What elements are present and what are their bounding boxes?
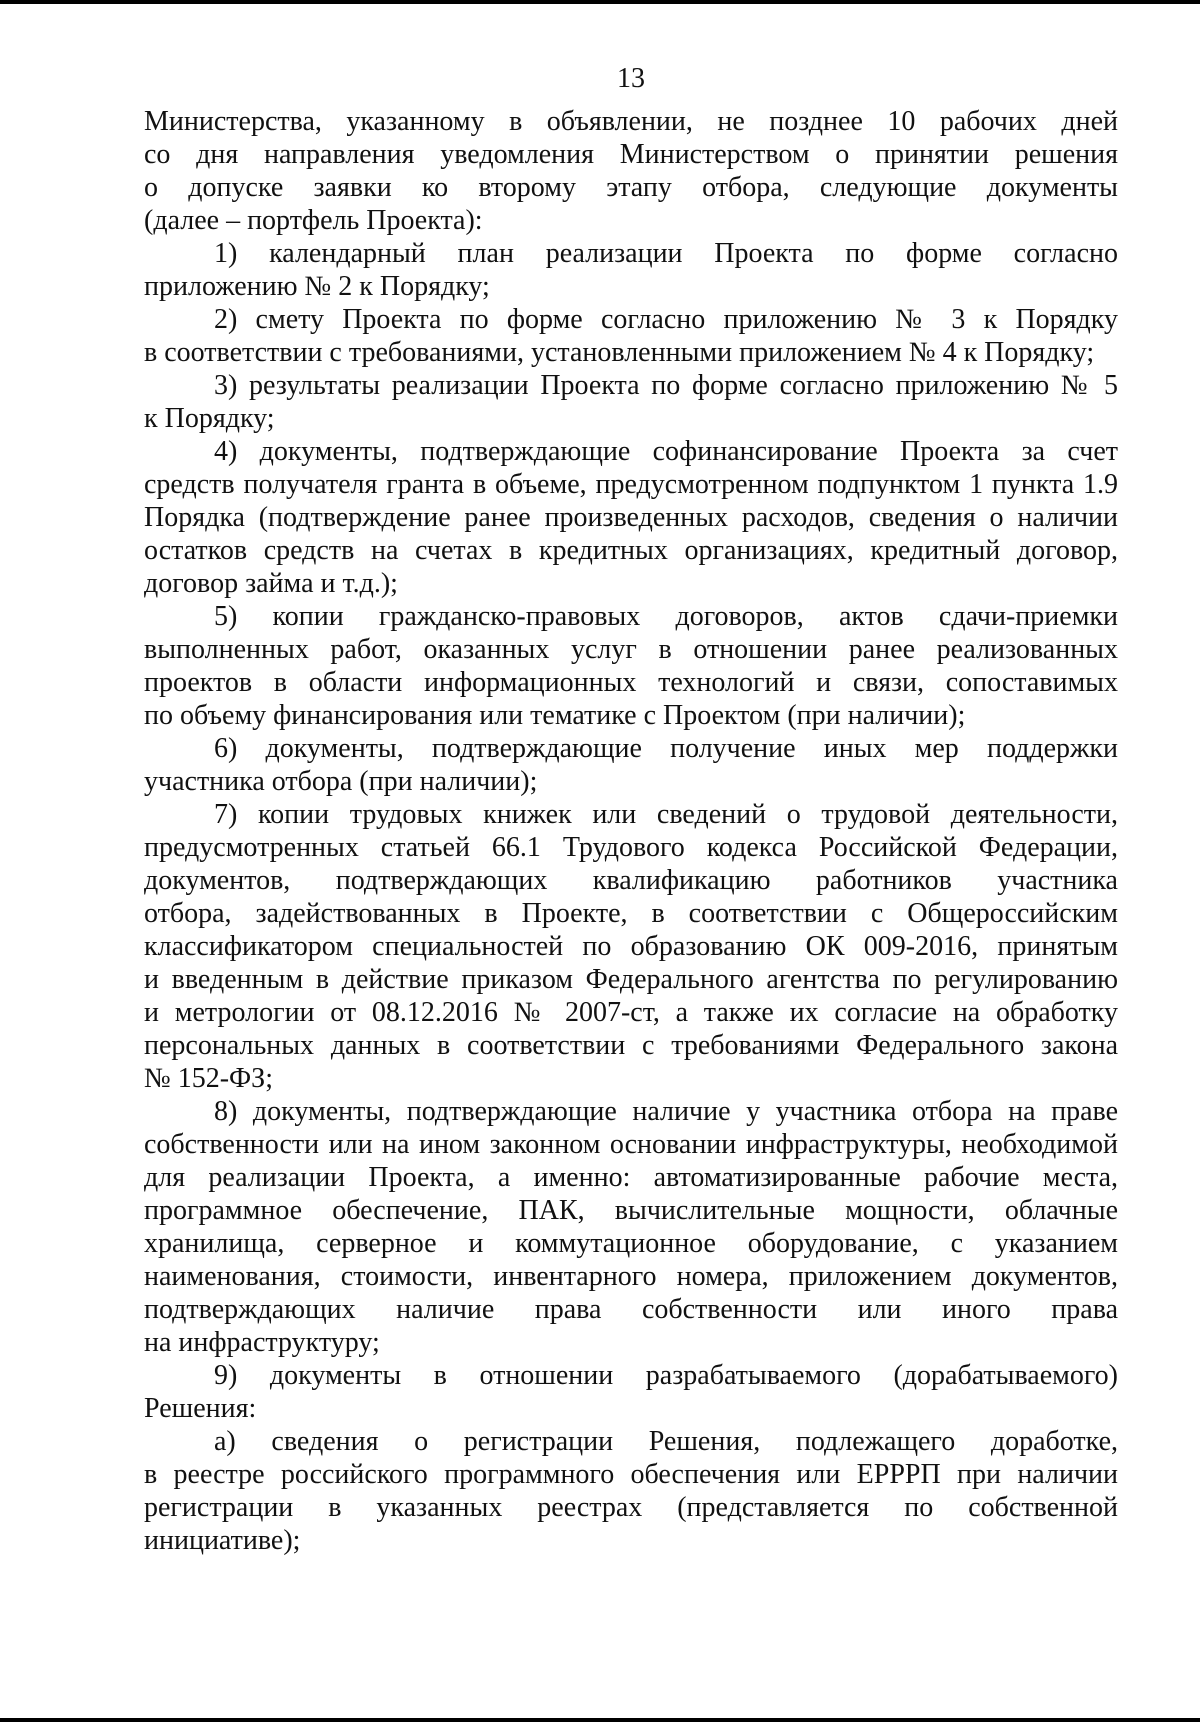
text-line: 5) копии гражданско-правовых договоров, актов сдачи-приемки — [214, 601, 1118, 632]
text-line: 8) документы, подтверждающие наличие у участника отбора на праве — [214, 1096, 1118, 1127]
document-page — [144, 62, 1118, 1557]
text-line: 6) документы, подтверждающие получение иных мер поддержки — [214, 733, 1118, 764]
text-line: проектов в области информационных технологий и связи, сопоставимых — [144, 667, 1118, 698]
text-line: на инфраструктуру; — [144, 1327, 380, 1358]
text-line: Порядка (подтверждение ранее произведенных расходов, сведения о наличии — [144, 502, 1118, 533]
text-line: выполненных работ, оказанных услуг в отношении ранее реализованных — [144, 634, 1118, 665]
text-line: хранилища, серверное и коммутационное оборудование, с указанием — [144, 1228, 1118, 1259]
text-line: (далее – портфель Проекта): — [144, 205, 483, 236]
text-line: Министерства, указанному в объявлении, не позднее 10 рабочих дней — [144, 106, 1118, 137]
text-line: средств получателя гранта в объеме, предусмотренном подпунктом 1 пункта 1.9 — [144, 469, 1118, 500]
text-line: к Порядку; — [144, 403, 275, 434]
text-line: классификатором специальностей по образованию ОК 009-2016, принятым — [144, 931, 1118, 962]
text-line: № 152-ФЗ; — [144, 1063, 273, 1094]
text-line: 7) копии трудовых книжек или сведений о трудовой деятельности, — [214, 799, 1118, 830]
text-line: для реализации Проекта, а именно: автоматизированные рабочие места, — [144, 1162, 1118, 1193]
text-line: предусмотренных статьей 66.1 Трудового кодекса Российской Федерации, — [144, 832, 1118, 863]
text-line: 4) документы, подтверждающие софинансирование Проекта за счет — [214, 436, 1118, 467]
text-line: 1) календарный план реализации Проекта по форме согласно — [214, 238, 1118, 269]
text-line: договор займа и т.д.); — [144, 568, 398, 599]
text-line: в соответствии с требованиями, установленными приложением № 4 к Порядку; — [144, 337, 1095, 368]
text-line: со дня направления уведомления Министерством о принятии решения — [144, 139, 1118, 170]
text-line: программное обеспечение, ПАК, вычислительные мощности, облачные — [144, 1195, 1118, 1226]
text-line: 2) смету Проекта по форме согласно приложению № 3 к Порядку — [214, 304, 1118, 335]
page-number: 13 — [617, 63, 645, 94]
text-line: регистрации в указанных реестрах (представляется по собственной — [144, 1492, 1118, 1523]
text-line: документов, подтверждающих квалификацию работников участника — [144, 865, 1118, 896]
bottom-scan-border — [0, 1718, 1200, 1722]
text-line: а) сведения о регистрации Решения, подлежащего доработке, — [214, 1426, 1118, 1457]
document-body — [144, 105, 1118, 1557]
text-line: 3) результаты реализации Проекта по форме согласно приложению № 5 — [214, 370, 1118, 401]
text-line: приложению № 2 к Порядку; — [144, 271, 490, 302]
text-line: собственности или на ином законном основании инфраструктуры, необходимой — [144, 1129, 1118, 1160]
text-line: и метрологии от 08.12.2016 № 2007-ст, а также их согласие на обработку — [144, 997, 1118, 1028]
text-line: участника отбора (при наличии); — [144, 766, 538, 797]
text-line: 9) документы в отношении разрабатываемого (дорабатываемого) — [214, 1360, 1118, 1391]
text-line: наименования, стоимости, инвентарного номера, приложением документов, — [144, 1261, 1118, 1292]
text-line: Решения: — [144, 1393, 257, 1424]
text-line: в реестре российского программного обеспечения или ЕРРРП при наличии — [144, 1459, 1118, 1490]
text-line: о допуске заявки ко второму этапу отбора, следующие документы — [144, 172, 1118, 203]
text-line: подтверждающих наличие права собственности или иного права — [144, 1294, 1118, 1325]
text-line: отбора, задействованных в Проекте, в соответствии с Общероссийским — [144, 898, 1118, 929]
text-line: и введенным в действие приказом Федерального агентства по регулированию — [144, 964, 1118, 995]
top-scan-border — [0, 0, 1200, 4]
text-line: инициативе); — [144, 1525, 301, 1556]
text-line: по объему финансирования или тематике с Проектом (при наличии); — [144, 700, 966, 731]
text-line: остатков средств на счетах в кредитных организациях, кредитный договор, — [144, 535, 1118, 566]
text-line: персональных данных в соответствии с требованиями Федерального закона — [144, 1030, 1118, 1061]
